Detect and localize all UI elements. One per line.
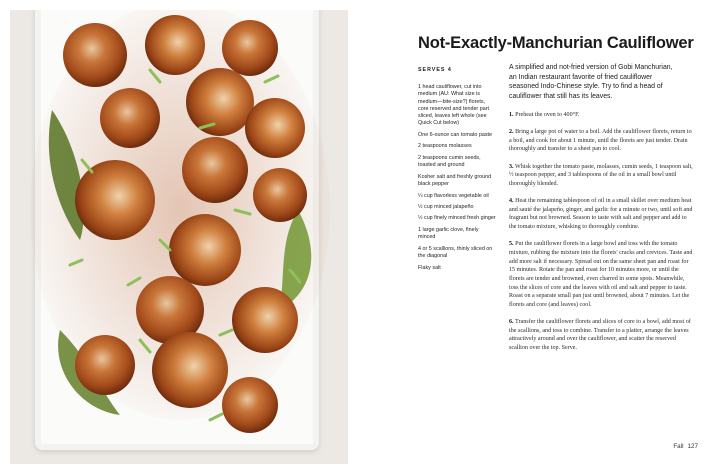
ingredient-item: 4 or 5 scallions, thinly sliced on the diagonal [418, 245, 493, 260]
method-step [509, 128, 695, 154]
step-number: 5. [509, 241, 514, 248]
ingredient-item: 1 large garlic clove, finely minced [418, 226, 479, 241]
method-steps [509, 111, 695, 361]
ingredient-item: 2 teaspoons molasses [418, 143, 472, 150]
step-text: Whisk together the tomato paste, molasses, cumin seeds, 1 teaspoon salt, ½ teaspoon pepper, and 3 tablespoons of the oil in a small bowl until thoroughly blended. [509, 163, 693, 187]
method-step [509, 111, 695, 120]
roasted-cauliflower-image [10, 10, 348, 464]
ingredient-list [418, 84, 496, 276]
method-step [509, 318, 695, 353]
serves-label: SERVES 4 [418, 67, 452, 73]
step-text: Put the cauliflower florets in a large bowl and toss with the tomato mixture, rubbing the mixture into the florets' cracks and crevices. Taste and add more salt if necessary. Spread out on the same sheet pan and roast for 15 minutes. Rotate the pan and roast for 10 minutes more, or until the florets are tender and browned, even charred in some spots. Meanwhile, toss the slices of core and the leaves with oil and salt and pepper to taste. Roast on a separate small pan just until browned, about 7 minutes. Let the florets and core (and leaves) cool. [509, 241, 693, 308]
step-text: Bring a large pot of water to a boil. Add the cauliflower florets, return to a boil, and cook for about 1 minute, until the florets are just tender. Drain thoroughly and transfer to a sheet pan to cool. [509, 129, 692, 153]
ingredient-item: One 6-ounce can tomato paste [418, 131, 493, 138]
step-number: 6. [509, 318, 514, 325]
section-name: Fall [673, 443, 684, 450]
method-step [509, 240, 695, 309]
step-number: 2. [509, 129, 514, 136]
step-number: 3. [509, 163, 514, 170]
step-number: 1. [509, 112, 514, 118]
method-step [509, 197, 695, 232]
step-text: Heat the remaining tablespoon of oil in a small skillet over medium heat and sauté the jalapeño, ginger, and garlic for a minute or two, until soft and fragrant but not browned. Season to taste with salt and pepper and add to the tomato mixture, whisking to thoroughly combine. [509, 198, 693, 231]
ingredient-item: ¼ cup flavorless vegetable oil [418, 192, 489, 199]
method-step [509, 163, 695, 189]
recipe-intro: A simplified and not-fried version of Gobi Manchurian, an Indian restaurant favorite of fried cauliflower seasoned Indo-Chinese style. Try to find a head of cauliflower that still has its leaves. [509, 64, 673, 100]
step-number: 4. [509, 198, 514, 205]
ingredient-item: ½ cup finely minced fresh ginger [418, 215, 496, 222]
ingredient-item: ½ cup minced jalapeño [418, 203, 474, 210]
ingredient-item: Kosher salt and freshly ground black pepper [418, 173, 492, 188]
ingredient-item: Flaky salt [418, 264, 441, 271]
ingredient-item: 1 head cauliflower, cut into medium (AU: What size is medium—bite-size?) florets, core reserved and tender part sliced, leaves left whole (see Quick Cut below) [418, 84, 490, 127]
ingredient-item: 2 teaspoons cumin seeds, toasted and ground [418, 154, 481, 169]
step-text: Transfer the cauliflower florets and slices of core to a bowl, add most of the scallions, and toss to combine. Transfer to a platter, arrange the leaves attractively around and over the cauliflower, and scatter the reserved scallion over the top. Serve. [509, 318, 691, 351]
recipe-title: Not-Exactly-Manchurian Cauliflower [418, 34, 694, 52]
step-text: Preheat the oven to 400°F. [515, 112, 580, 118]
page-number: 127 [687, 443, 698, 450]
recipe-page [356, 0, 720, 474]
page-footer [673, 443, 698, 450]
food-photo [10, 10, 348, 464]
